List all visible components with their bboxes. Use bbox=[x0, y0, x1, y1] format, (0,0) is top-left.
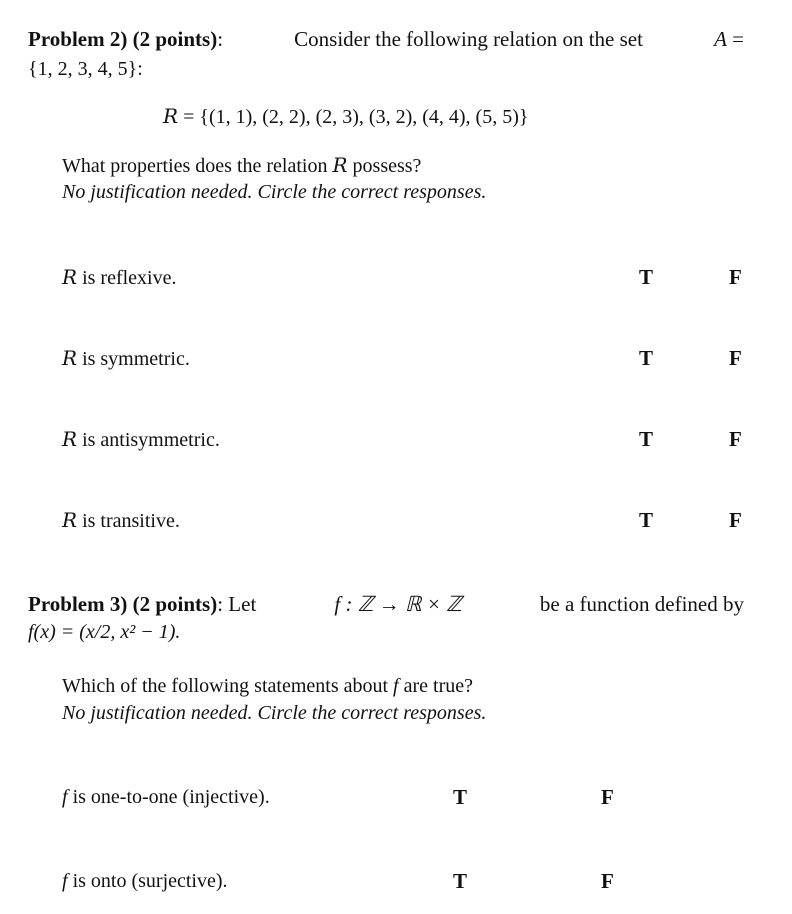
set-values: {1, 2, 3, 4, 5}: bbox=[28, 58, 143, 80]
injective-true-option[interactable]: T bbox=[453, 785, 468, 809]
injective-false-option[interactable]: F bbox=[601, 785, 614, 809]
relation-definition bbox=[163, 103, 528, 131]
problem3-number: Problem 3) bbox=[28, 592, 128, 616]
statement-injective: f is one-to-one (injective). bbox=[62, 786, 270, 808]
set-name: A bbox=[714, 27, 727, 51]
problem2-instruction: No justification needed. Circle the correct responses. bbox=[62, 181, 487, 203]
problem2-points: (2 points) bbox=[132, 27, 218, 51]
reflexive-false-option[interactable]: F bbox=[729, 265, 742, 289]
statement-antisymmetric: R is antisymmetric. bbox=[62, 427, 220, 451]
problem2-intro: Consider the following relation on the set bbox=[294, 27, 643, 51]
problem2-number: Problem 2) bbox=[28, 27, 128, 51]
statement-transitive: R is transitive. bbox=[62, 508, 180, 532]
reflexive-true-option[interactable]: T bbox=[639, 265, 654, 289]
statement-reflexive: R is reflexive. bbox=[62, 265, 177, 289]
function-signature: f : ℤ → ℝ × ℤ bbox=[334, 592, 462, 616]
problem3-question: Which of the following statements about f are true? bbox=[62, 675, 473, 697]
problem3-heading: Problem 3) (2 points): Let f : ℤ → ℝ × ℤ be a function defined by bbox=[28, 592, 744, 616]
symmetric-true-option[interactable]: T bbox=[639, 346, 654, 370]
defined-by: be a function defined by bbox=[539, 592, 744, 616]
problem2-question: What properties does the relation R possess? bbox=[62, 153, 422, 177]
surjective-false-option[interactable]: F bbox=[601, 869, 614, 893]
symmetric-false-option[interactable]: F bbox=[729, 346, 742, 370]
transitive-true-option[interactable]: T bbox=[639, 508, 654, 532]
problem3-points: (2 points) bbox=[132, 592, 218, 616]
statement-symmetric: R is symmetric. bbox=[62, 346, 190, 370]
transitive-false-option[interactable]: F bbox=[729, 508, 742, 532]
antisymmetric-true-option[interactable]: T bbox=[639, 427, 654, 451]
relation-rhs: = {(1, 1), (2, 2), (2, 3), (3, 2), (4, 4), (5, 5)} bbox=[183, 106, 529, 128]
function-definition: f(x) = (x/2, x² − 1). bbox=[28, 621, 181, 643]
problem2-heading: Problem 2) (2 points): Consider the following relation on the set A = bbox=[28, 27, 744, 51]
problem3-instruction: No justification needed. Circle the correct responses. bbox=[62, 702, 487, 724]
relation-symbol: R bbox=[163, 104, 179, 128]
statement-surjective: f is onto (surjective). bbox=[62, 870, 228, 892]
antisymmetric-false-option[interactable]: F bbox=[729, 427, 742, 451]
surjective-true-option[interactable]: T bbox=[453, 869, 468, 893]
